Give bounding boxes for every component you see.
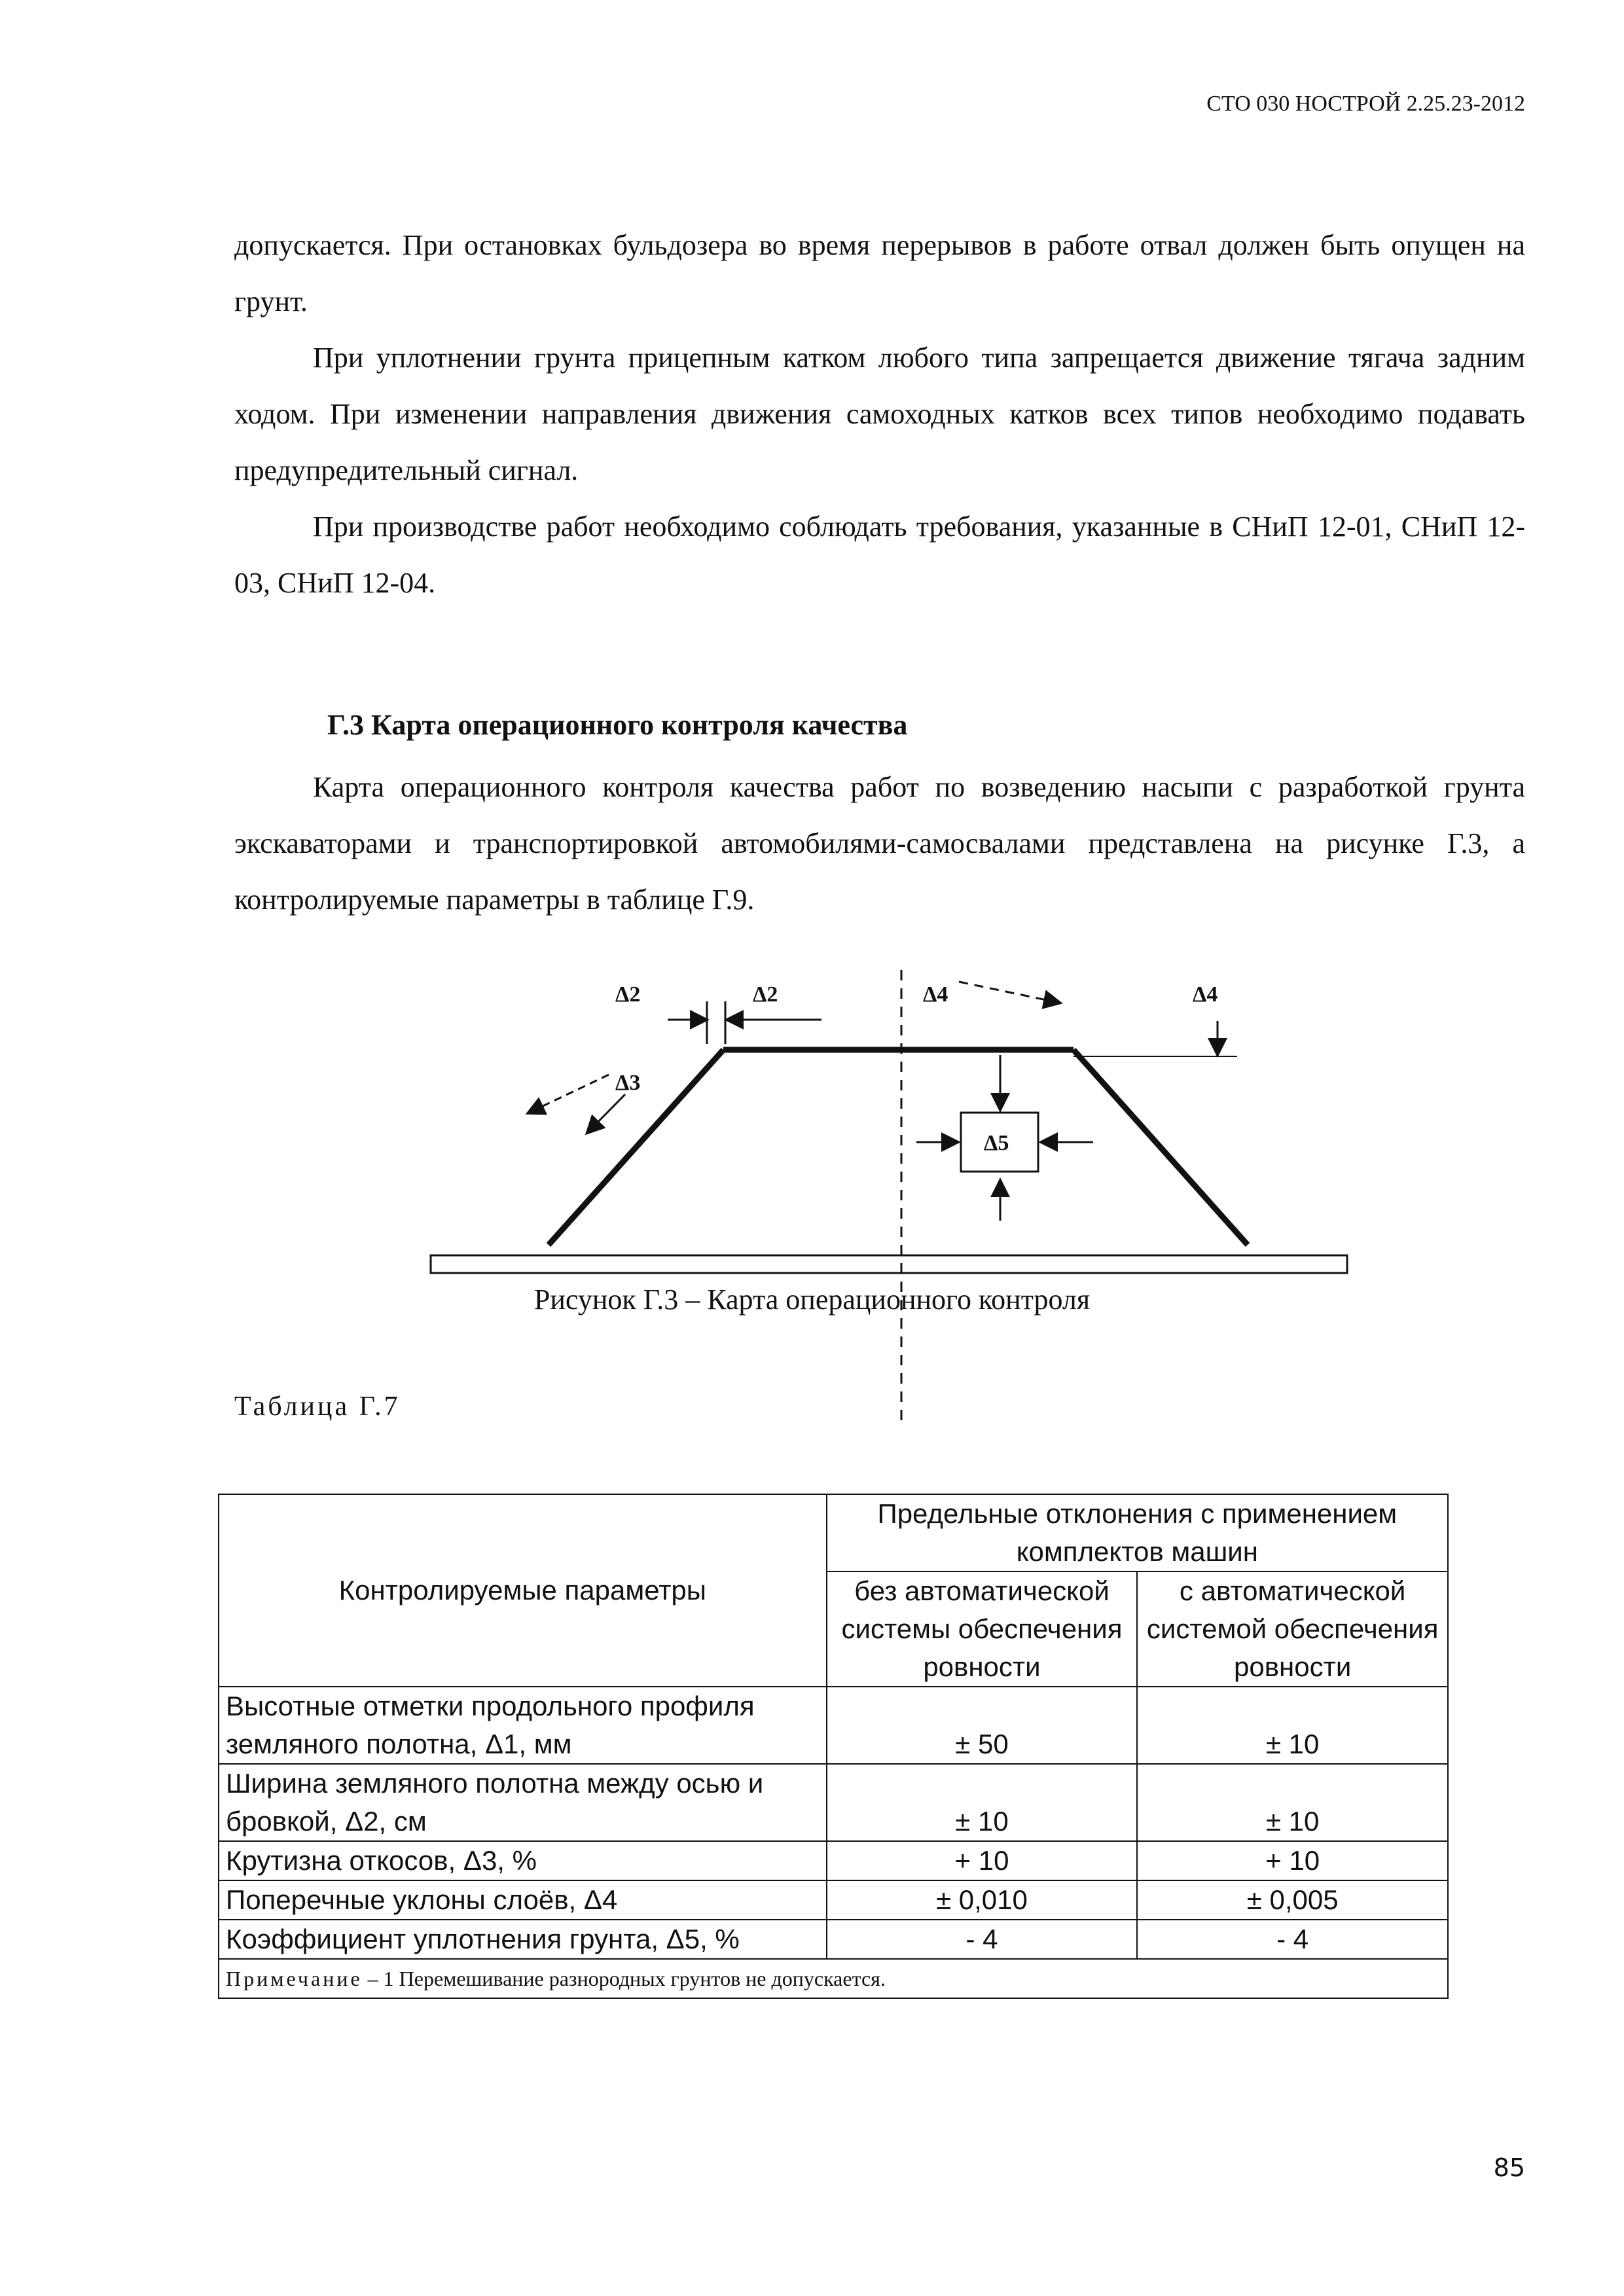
table-row	[219, 1841, 1448, 1880]
note-text: – 1 Перемешивание разнородных грунтов не допускается.	[362, 1967, 886, 1990]
section-heading: Г.3 Карта операционного контроля качества	[327, 709, 908, 741]
control-map-diagram	[0, 962, 1624, 1446]
table-row	[219, 1920, 1448, 1959]
d4-arrow-dashed	[959, 982, 1059, 1003]
row-without: - 4	[827, 1920, 1138, 1959]
label-d3: Δ3	[615, 1071, 641, 1095]
table-note-row	[219, 1959, 1448, 1998]
note-label: Примечание	[226, 1967, 363, 1990]
row-param: Крутизна откосов, Δ3, %	[219, 1841, 827, 1880]
row-without: ± 50	[827, 1687, 1138, 1764]
figure-caption: Рисунок Г.3 – Карта операционного контроля	[533, 1283, 1091, 1316]
row-with: ± 0,005	[1137, 1880, 1448, 1920]
table-row	[219, 1764, 1448, 1841]
row-without: + 10	[827, 1841, 1138, 1880]
row-with: ± 10	[1137, 1764, 1448, 1841]
label-d2-left: Δ2	[615, 982, 641, 1007]
row-param: Коэффициент уплотнения грунта, Δ5, %	[219, 1920, 827, 1959]
table-row	[219, 1880, 1448, 1920]
right-slope	[1074, 1050, 1248, 1245]
table-note	[219, 1959, 1448, 1998]
paragraph-1: допускается. При остановках бульдозера во время перерывов в работе отвал должен быть опущен на грунт.	[234, 229, 1525, 317]
header-limit-deviations: Предельные отклонения с применением комплектов машин	[827, 1494, 1448, 1571]
table-row	[219, 1687, 1448, 1764]
header-parameters: Контролируемые параметры	[219, 1494, 827, 1687]
row-with: ± 10	[1137, 1687, 1448, 1764]
section-body	[234, 759, 1525, 928]
d3-arrow-dashed	[529, 1075, 609, 1113]
row-with: + 10	[1137, 1841, 1448, 1880]
row-param: Ширина земляного полотна между осью и бровкой, Δ2, см	[219, 1764, 827, 1841]
row-param: Поперечные уклоны слоёв, Δ4	[219, 1880, 827, 1920]
label-d2-right: Δ2	[753, 982, 778, 1007]
row-with: - 4	[1137, 1920, 1448, 1959]
label-d4-right: Δ4	[1193, 982, 1218, 1007]
header-without-automation: без автоматической системы обеспечения ровности	[827, 1571, 1138, 1687]
page-number: 85	[1493, 2153, 1525, 2182]
label-d4-top: Δ4	[923, 982, 948, 1007]
header-with-automation: с автоматической системой обеспечения ровности	[1137, 1571, 1448, 1687]
ground-base	[431, 1255, 1347, 1273]
paragraph-3: При производстве работ необходимо соблюдать требования, указанные в СНиП 12-01, СНиП 12-03, СНиП 12-04.	[234, 511, 1525, 599]
control-parameters-table	[218, 1494, 1449, 1999]
document-header: СТО 030 НОСТРОЙ 2.25.23-2012	[1206, 92, 1525, 116]
paragraph-2: При уплотнении грунта прицепным катком любого типа запрещается движение тягача задним ходом. При изменении направления движения самоходных катков всех типов необходимо подавать предупредительный сигнал.	[234, 342, 1525, 486]
section-paragraph: Карта операционного контроля качества работ по возведению насыпи с разработкой грунта экскаваторами и транспортировкой автомобилями-самосвалами представлена на рисунке Г.3, а контролируемые параметры в таблице Г.9.	[234, 771, 1525, 916]
row-without: ± 10	[827, 1764, 1138, 1841]
body-text-top	[234, 217, 1525, 611]
row-param: Высотные отметки продольного профиля земляного полотна, Δ1, мм	[219, 1687, 827, 1764]
label-d5: Δ5	[984, 1131, 1009, 1155]
d3-arrow-solid	[588, 1094, 625, 1132]
table-label: Таблица Г.7	[234, 1391, 401, 1422]
row-without: ± 0,010	[827, 1880, 1138, 1920]
